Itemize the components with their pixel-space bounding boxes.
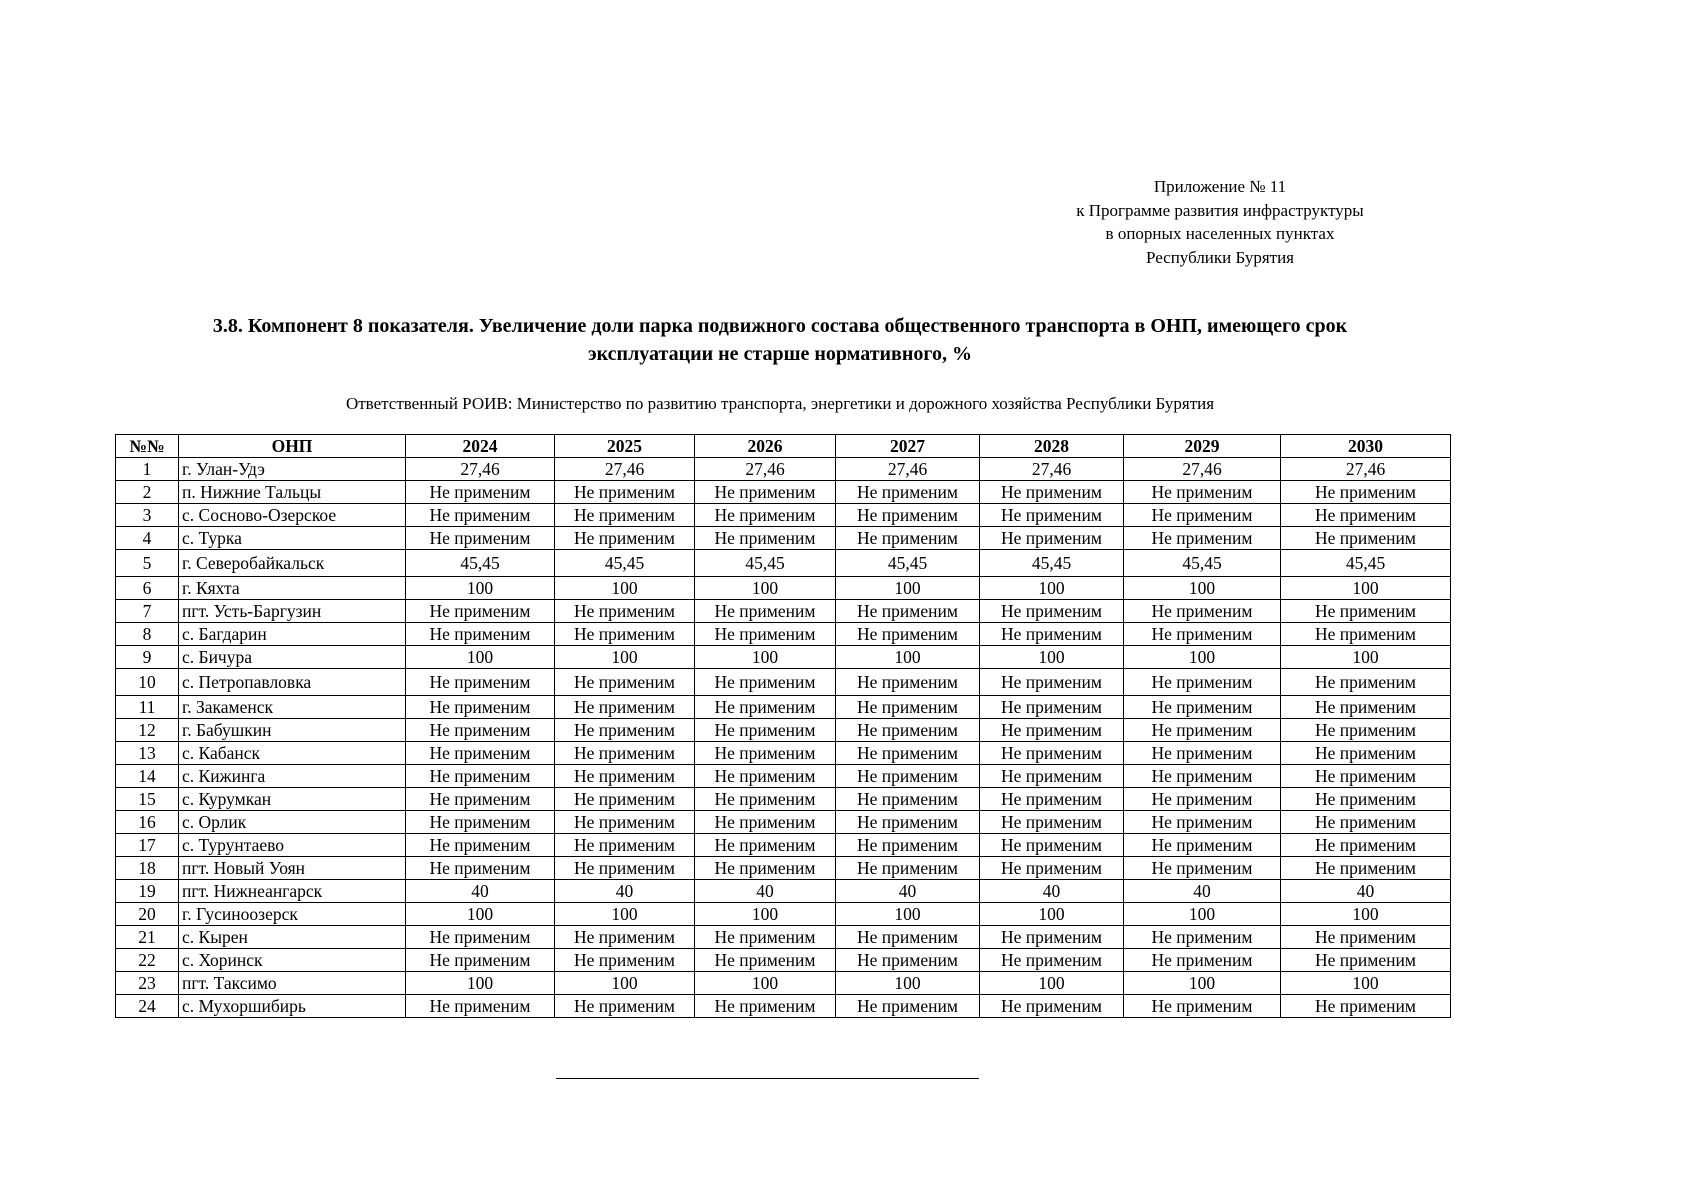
row-number-cell: 18 <box>116 857 179 880</box>
header-cell-num: №№ <box>116 435 179 458</box>
value-cell-2026: Не применим <box>695 600 836 623</box>
value-cell-2029: Не применим <box>1124 669 1281 696</box>
appendix-line-3: в опорных населенных пунктах <box>1105 224 1335 243</box>
value-cell-2027: 100 <box>836 903 980 926</box>
value-cell-2027: 100 <box>836 577 980 600</box>
row-number-cell: 10 <box>116 669 179 696</box>
value-cell-2028: Не применим <box>980 600 1124 623</box>
row-number-cell: 17 <box>116 834 179 857</box>
row-number-cell: 6 <box>116 577 179 600</box>
value-cell-2026: Не применим <box>695 995 836 1018</box>
row-number-cell: 13 <box>116 742 179 765</box>
settlement-name-cell: пгт. Нижнеангарск <box>179 880 406 903</box>
settlement-name-cell: с. Кижинга <box>179 765 406 788</box>
value-cell-2030: Не применим <box>1281 504 1451 527</box>
value-cell-2029: Не применим <box>1124 926 1281 949</box>
settlement-name-cell: с. Хоринск <box>179 949 406 972</box>
value-cell-2024: Не применим <box>406 527 555 550</box>
value-cell-2029: Не применим <box>1124 995 1281 1018</box>
value-cell-2027: 45,45 <box>836 550 980 577</box>
value-cell-2025: Не применим <box>555 765 695 788</box>
row-number-cell: 23 <box>116 972 179 995</box>
value-cell-2024: Не применим <box>406 765 555 788</box>
table-row <box>116 577 1451 600</box>
value-cell-2024: Не применим <box>406 504 555 527</box>
value-cell-2029: Не применим <box>1124 765 1281 788</box>
settlement-name-cell: с. Петропавловка <box>179 669 406 696</box>
row-number-cell: 16 <box>116 811 179 834</box>
settlement-name-cell: п. Нижние Тальцы <box>179 481 406 504</box>
value-cell-2027: Не применим <box>836 788 980 811</box>
table-header-row <box>116 435 1451 458</box>
value-cell-2030: Не применим <box>1281 788 1451 811</box>
value-cell-2026: 100 <box>695 972 836 995</box>
value-cell-2028: Не применим <box>980 669 1124 696</box>
value-cell-2029: 100 <box>1124 646 1281 669</box>
value-cell-2028: Не применим <box>980 926 1124 949</box>
page-title <box>100 312 1460 368</box>
table-row <box>116 995 1451 1018</box>
value-cell-2028: Не применим <box>980 527 1124 550</box>
value-cell-2026: Не применим <box>695 949 836 972</box>
table-row <box>116 669 1451 696</box>
value-cell-2027: Не применим <box>836 719 980 742</box>
value-cell-2027: Не применим <box>836 926 980 949</box>
value-cell-2028: 27,46 <box>980 458 1124 481</box>
value-cell-2026: 40 <box>695 880 836 903</box>
table-row <box>116 458 1451 481</box>
value-cell-2025: Не применим <box>555 504 695 527</box>
value-cell-2028: Не применим <box>980 623 1124 646</box>
settlement-name-cell: г. Кяхта <box>179 577 406 600</box>
value-cell-2026: Не применим <box>695 742 836 765</box>
value-cell-2027: 100 <box>836 646 980 669</box>
row-number-cell: 7 <box>116 600 179 623</box>
value-cell-2025: Не применим <box>555 834 695 857</box>
value-cell-2028: 40 <box>980 880 1124 903</box>
value-cell-2027: Не применим <box>836 834 980 857</box>
header-cell-2029: 2029 <box>1124 435 1281 458</box>
value-cell-2030: Не применим <box>1281 765 1451 788</box>
value-cell-2027: Не применим <box>836 949 980 972</box>
value-cell-2028: Не применим <box>980 811 1124 834</box>
value-cell-2029: Не применим <box>1124 481 1281 504</box>
settlement-name-cell: г. Северобайкальск <box>179 550 406 577</box>
settlement-name-cell: с. Кабанск <box>179 742 406 765</box>
value-cell-2025: Не применим <box>555 623 695 646</box>
table-row <box>116 623 1451 646</box>
value-cell-2024: Не применим <box>406 623 555 646</box>
value-cell-2026: Не применим <box>695 696 836 719</box>
value-cell-2024: Не применим <box>406 811 555 834</box>
value-cell-2029: Не применим <box>1124 623 1281 646</box>
value-cell-2026: 45,45 <box>695 550 836 577</box>
title-line-1: 3.8. Компонент 8 показателя. Увеличение доли парка подвижного состава общественного транспорта в ОНП, имеющего срок <box>212 315 1348 337</box>
value-cell-2024: 100 <box>406 577 555 600</box>
table-row <box>116 719 1451 742</box>
table-row <box>116 600 1451 623</box>
value-cell-2028: 100 <box>980 646 1124 669</box>
appendix-note <box>1000 175 1440 269</box>
value-cell-2024: 40 <box>406 880 555 903</box>
settlement-name-cell: с. Кырен <box>179 926 406 949</box>
value-cell-2027: 27,46 <box>836 458 980 481</box>
value-cell-2024: Не применим <box>406 949 555 972</box>
settlement-name-cell: с. Сосново-Озерское <box>179 504 406 527</box>
value-cell-2027: Не применим <box>836 742 980 765</box>
value-cell-2025: Не применим <box>555 857 695 880</box>
value-cell-2029: Не применим <box>1124 742 1281 765</box>
value-cell-2025: Не применим <box>555 788 695 811</box>
value-cell-2024: Не применим <box>406 481 555 504</box>
table-row <box>116 742 1451 765</box>
value-cell-2028: Не применим <box>980 834 1124 857</box>
value-cell-2026: 100 <box>695 577 836 600</box>
header-cell-2027: 2027 <box>836 435 980 458</box>
header-cell-onp: ОНП <box>179 435 406 458</box>
table-row <box>116 527 1451 550</box>
value-cell-2024: Не применим <box>406 788 555 811</box>
value-cell-2025: Не применим <box>555 696 695 719</box>
value-cell-2025: Не применим <box>555 926 695 949</box>
value-cell-2030: 27,46 <box>1281 458 1451 481</box>
value-cell-2029: 27,46 <box>1124 458 1281 481</box>
value-cell-2028: 100 <box>980 972 1124 995</box>
value-cell-2029: Не применим <box>1124 857 1281 880</box>
value-cell-2026: Не применим <box>695 765 836 788</box>
value-cell-2029: Не применим <box>1124 719 1281 742</box>
value-cell-2025: Не применим <box>555 949 695 972</box>
value-cell-2025: 100 <box>555 646 695 669</box>
value-cell-2030: Не применим <box>1281 527 1451 550</box>
value-cell-2027: Не применим <box>836 504 980 527</box>
value-cell-2029: Не применим <box>1124 527 1281 550</box>
value-cell-2028: 100 <box>980 903 1124 926</box>
value-cell-2030: 100 <box>1281 903 1451 926</box>
value-cell-2025: Не применим <box>555 742 695 765</box>
value-cell-2027: Не применим <box>836 995 980 1018</box>
value-cell-2030: 100 <box>1281 972 1451 995</box>
table-row <box>116 811 1451 834</box>
table-row <box>116 972 1451 995</box>
value-cell-2030: Не применим <box>1281 719 1451 742</box>
value-cell-2030: Не применим <box>1281 481 1451 504</box>
value-cell-2029: 100 <box>1124 972 1281 995</box>
value-cell-2025: Не применим <box>555 527 695 550</box>
value-cell-2028: Не применим <box>980 788 1124 811</box>
value-cell-2026: Не применим <box>695 481 836 504</box>
value-cell-2024: Не применим <box>406 995 555 1018</box>
settlement-name-cell: г. Гусиноозерск <box>179 903 406 926</box>
value-cell-2029: 100 <box>1124 577 1281 600</box>
value-cell-2027: Не применим <box>836 811 980 834</box>
value-cell-2024: 100 <box>406 903 555 926</box>
value-cell-2024: Не применим <box>406 926 555 949</box>
value-cell-2024: Не применим <box>406 696 555 719</box>
table-row <box>116 903 1451 926</box>
value-cell-2027: Не применим <box>836 696 980 719</box>
table-row <box>116 646 1451 669</box>
value-cell-2027: Не применим <box>836 527 980 550</box>
value-cell-2029: Не применим <box>1124 788 1281 811</box>
settlement-name-cell: пгт. Новый Уоян <box>179 857 406 880</box>
value-cell-2028: Не применим <box>980 504 1124 527</box>
value-cell-2026: Не применим <box>695 834 836 857</box>
settlement-name-cell: с. Курумкан <box>179 788 406 811</box>
value-cell-2027: Не применим <box>836 623 980 646</box>
value-cell-2028: Не применим <box>980 857 1124 880</box>
value-cell-2026: Не применим <box>695 788 836 811</box>
value-cell-2030: Не применим <box>1281 600 1451 623</box>
value-cell-2030: Не применим <box>1281 857 1451 880</box>
row-number-cell: 8 <box>116 623 179 646</box>
table-row <box>116 504 1451 527</box>
appendix-line-1: Приложение № 11 <box>1153 177 1287 196</box>
value-cell-2030: Не применим <box>1281 834 1451 857</box>
value-cell-2024: Не применим <box>406 600 555 623</box>
value-cell-2024: Не применим <box>406 719 555 742</box>
table-body <box>116 458 1451 1018</box>
value-cell-2027: Не применим <box>836 669 980 696</box>
value-cell-2026: 100 <box>695 646 836 669</box>
value-cell-2029: 40 <box>1124 880 1281 903</box>
value-cell-2027: Не применим <box>836 765 980 788</box>
row-number-cell: 5 <box>116 550 179 577</box>
indicator-table <box>115 434 1451 1018</box>
value-cell-2030: 100 <box>1281 577 1451 600</box>
settlement-name-cell: с. Бичура <box>179 646 406 669</box>
row-number-cell: 19 <box>116 880 179 903</box>
value-cell-2025: 100 <box>555 577 695 600</box>
value-cell-2024: Не применим <box>406 742 555 765</box>
row-number-cell: 1 <box>116 458 179 481</box>
value-cell-2030: Не применим <box>1281 811 1451 834</box>
value-cell-2025: Не применим <box>555 719 695 742</box>
header-cell-2026: 2026 <box>695 435 836 458</box>
value-cell-2024: 45,45 <box>406 550 555 577</box>
value-cell-2028: Не применим <box>980 995 1124 1018</box>
table-row <box>116 880 1451 903</box>
table-row <box>116 696 1451 719</box>
table-row <box>116 926 1451 949</box>
row-number-cell: 9 <box>116 646 179 669</box>
table-row <box>116 949 1451 972</box>
row-number-cell: 15 <box>116 788 179 811</box>
value-cell-2025: 40 <box>555 880 695 903</box>
row-number-cell: 22 <box>116 949 179 972</box>
value-cell-2028: Не применим <box>980 719 1124 742</box>
settlement-name-cell: г. Улан-Удэ <box>179 458 406 481</box>
value-cell-2029: 45,45 <box>1124 550 1281 577</box>
value-cell-2029: Не применим <box>1124 600 1281 623</box>
value-cell-2028: Не применим <box>980 765 1124 788</box>
row-number-cell: 20 <box>116 903 179 926</box>
separator-line <box>556 1078 979 1079</box>
value-cell-2030: 45,45 <box>1281 550 1451 577</box>
value-cell-2026: 27,46 <box>695 458 836 481</box>
value-cell-2026: Не применим <box>695 857 836 880</box>
value-cell-2024: Не применим <box>406 857 555 880</box>
table-row <box>116 834 1451 857</box>
value-cell-2029: 100 <box>1124 903 1281 926</box>
value-cell-2026: Не применим <box>695 811 836 834</box>
header-cell-2025: 2025 <box>555 435 695 458</box>
value-cell-2026: 100 <box>695 903 836 926</box>
value-cell-2028: Не применим <box>980 481 1124 504</box>
value-cell-2030: Не применим <box>1281 669 1451 696</box>
row-number-cell: 14 <box>116 765 179 788</box>
settlement-name-cell: с. Турунтаево <box>179 834 406 857</box>
value-cell-2024: 100 <box>406 972 555 995</box>
value-cell-2027: 40 <box>836 880 980 903</box>
settlement-name-cell: пгт. Усть-Баргузин <box>179 600 406 623</box>
settlement-name-cell: с. Орлик <box>179 811 406 834</box>
value-cell-2027: 100 <box>836 972 980 995</box>
value-cell-2027: Не применим <box>836 600 980 623</box>
value-cell-2025: Не применим <box>555 600 695 623</box>
value-cell-2026: Не применим <box>695 504 836 527</box>
value-cell-2028: Не применим <box>980 742 1124 765</box>
settlement-name-cell: с. Багдарин <box>179 623 406 646</box>
title-line-2: эксплуатации не старше нормативного, % <box>588 343 972 365</box>
header-cell-2028: 2028 <box>980 435 1124 458</box>
appendix-line-4: Республики Бурятия <box>1145 247 1295 267</box>
value-cell-2028: 100 <box>980 577 1124 600</box>
value-cell-2026: Не применим <box>695 926 836 949</box>
value-cell-2024: 100 <box>406 646 555 669</box>
row-number-cell: 2 <box>116 481 179 504</box>
value-cell-2025: Не применим <box>555 995 695 1018</box>
value-cell-2030: Не применим <box>1281 696 1451 719</box>
table-row <box>116 857 1451 880</box>
value-cell-2028: Не применим <box>980 696 1124 719</box>
value-cell-2029: Не применим <box>1124 811 1281 834</box>
value-cell-2029: Не применим <box>1124 696 1281 719</box>
value-cell-2025: Не применим <box>555 669 695 696</box>
value-cell-2025: Не применим <box>555 811 695 834</box>
value-cell-2029: Не применим <box>1124 504 1281 527</box>
row-number-cell: 24 <box>116 995 179 1018</box>
value-cell-2026: Не применим <box>695 623 836 646</box>
value-cell-2027: Не применим <box>836 857 980 880</box>
table-row <box>116 550 1451 577</box>
value-cell-2025: 100 <box>555 972 695 995</box>
value-cell-2029: Не применим <box>1124 949 1281 972</box>
value-cell-2025: 100 <box>555 903 695 926</box>
value-cell-2030: Не применим <box>1281 995 1451 1018</box>
table-row <box>116 481 1451 504</box>
row-number-cell: 3 <box>116 504 179 527</box>
value-cell-2030: 40 <box>1281 880 1451 903</box>
row-number-cell: 11 <box>116 696 179 719</box>
value-cell-2030: Не применим <box>1281 949 1451 972</box>
row-number-cell: 21 <box>116 926 179 949</box>
row-number-cell: 4 <box>116 527 179 550</box>
appendix-line-2: к Программе развития инфраструктуры <box>1076 200 1364 220</box>
value-cell-2024: Не применим <box>406 669 555 696</box>
settlement-name-cell: г. Бабушкин <box>179 719 406 742</box>
value-cell-2028: 45,45 <box>980 550 1124 577</box>
value-cell-2024: 27,46 <box>406 458 555 481</box>
value-cell-2028: Не применим <box>980 949 1124 972</box>
table-row <box>116 765 1451 788</box>
header-cell-2024: 2024 <box>406 435 555 458</box>
value-cell-2024: Не применим <box>406 834 555 857</box>
settlement-name-cell: пгт. Таксимо <box>179 972 406 995</box>
value-cell-2025: 27,46 <box>555 458 695 481</box>
value-cell-2025: 45,45 <box>555 550 695 577</box>
value-cell-2030: Не применим <box>1281 623 1451 646</box>
value-cell-2030: Не применим <box>1281 742 1451 765</box>
value-cell-2026: Не применим <box>695 527 836 550</box>
settlement-name-cell: с. Мухоршибирь <box>179 995 406 1018</box>
value-cell-2030: Не применим <box>1281 926 1451 949</box>
value-cell-2027: Не применим <box>836 481 980 504</box>
value-cell-2025: Не применим <box>555 481 695 504</box>
settlement-name-cell: с. Турка <box>179 527 406 550</box>
settlement-name-cell: г. Закаменск <box>179 696 406 719</box>
value-cell-2026: Не применим <box>695 719 836 742</box>
value-cell-2030: 100 <box>1281 646 1451 669</box>
value-cell-2029: Не применим <box>1124 834 1281 857</box>
header-cell-2030: 2030 <box>1281 435 1451 458</box>
table-row <box>116 788 1451 811</box>
row-number-cell: 12 <box>116 719 179 742</box>
value-cell-2026: Не применим <box>695 669 836 696</box>
responsible-authority: Ответственный РОИВ: Министерство по развитию транспорта, энергетики и дорожного хозяйства Республики Бурятия <box>345 394 1215 413</box>
